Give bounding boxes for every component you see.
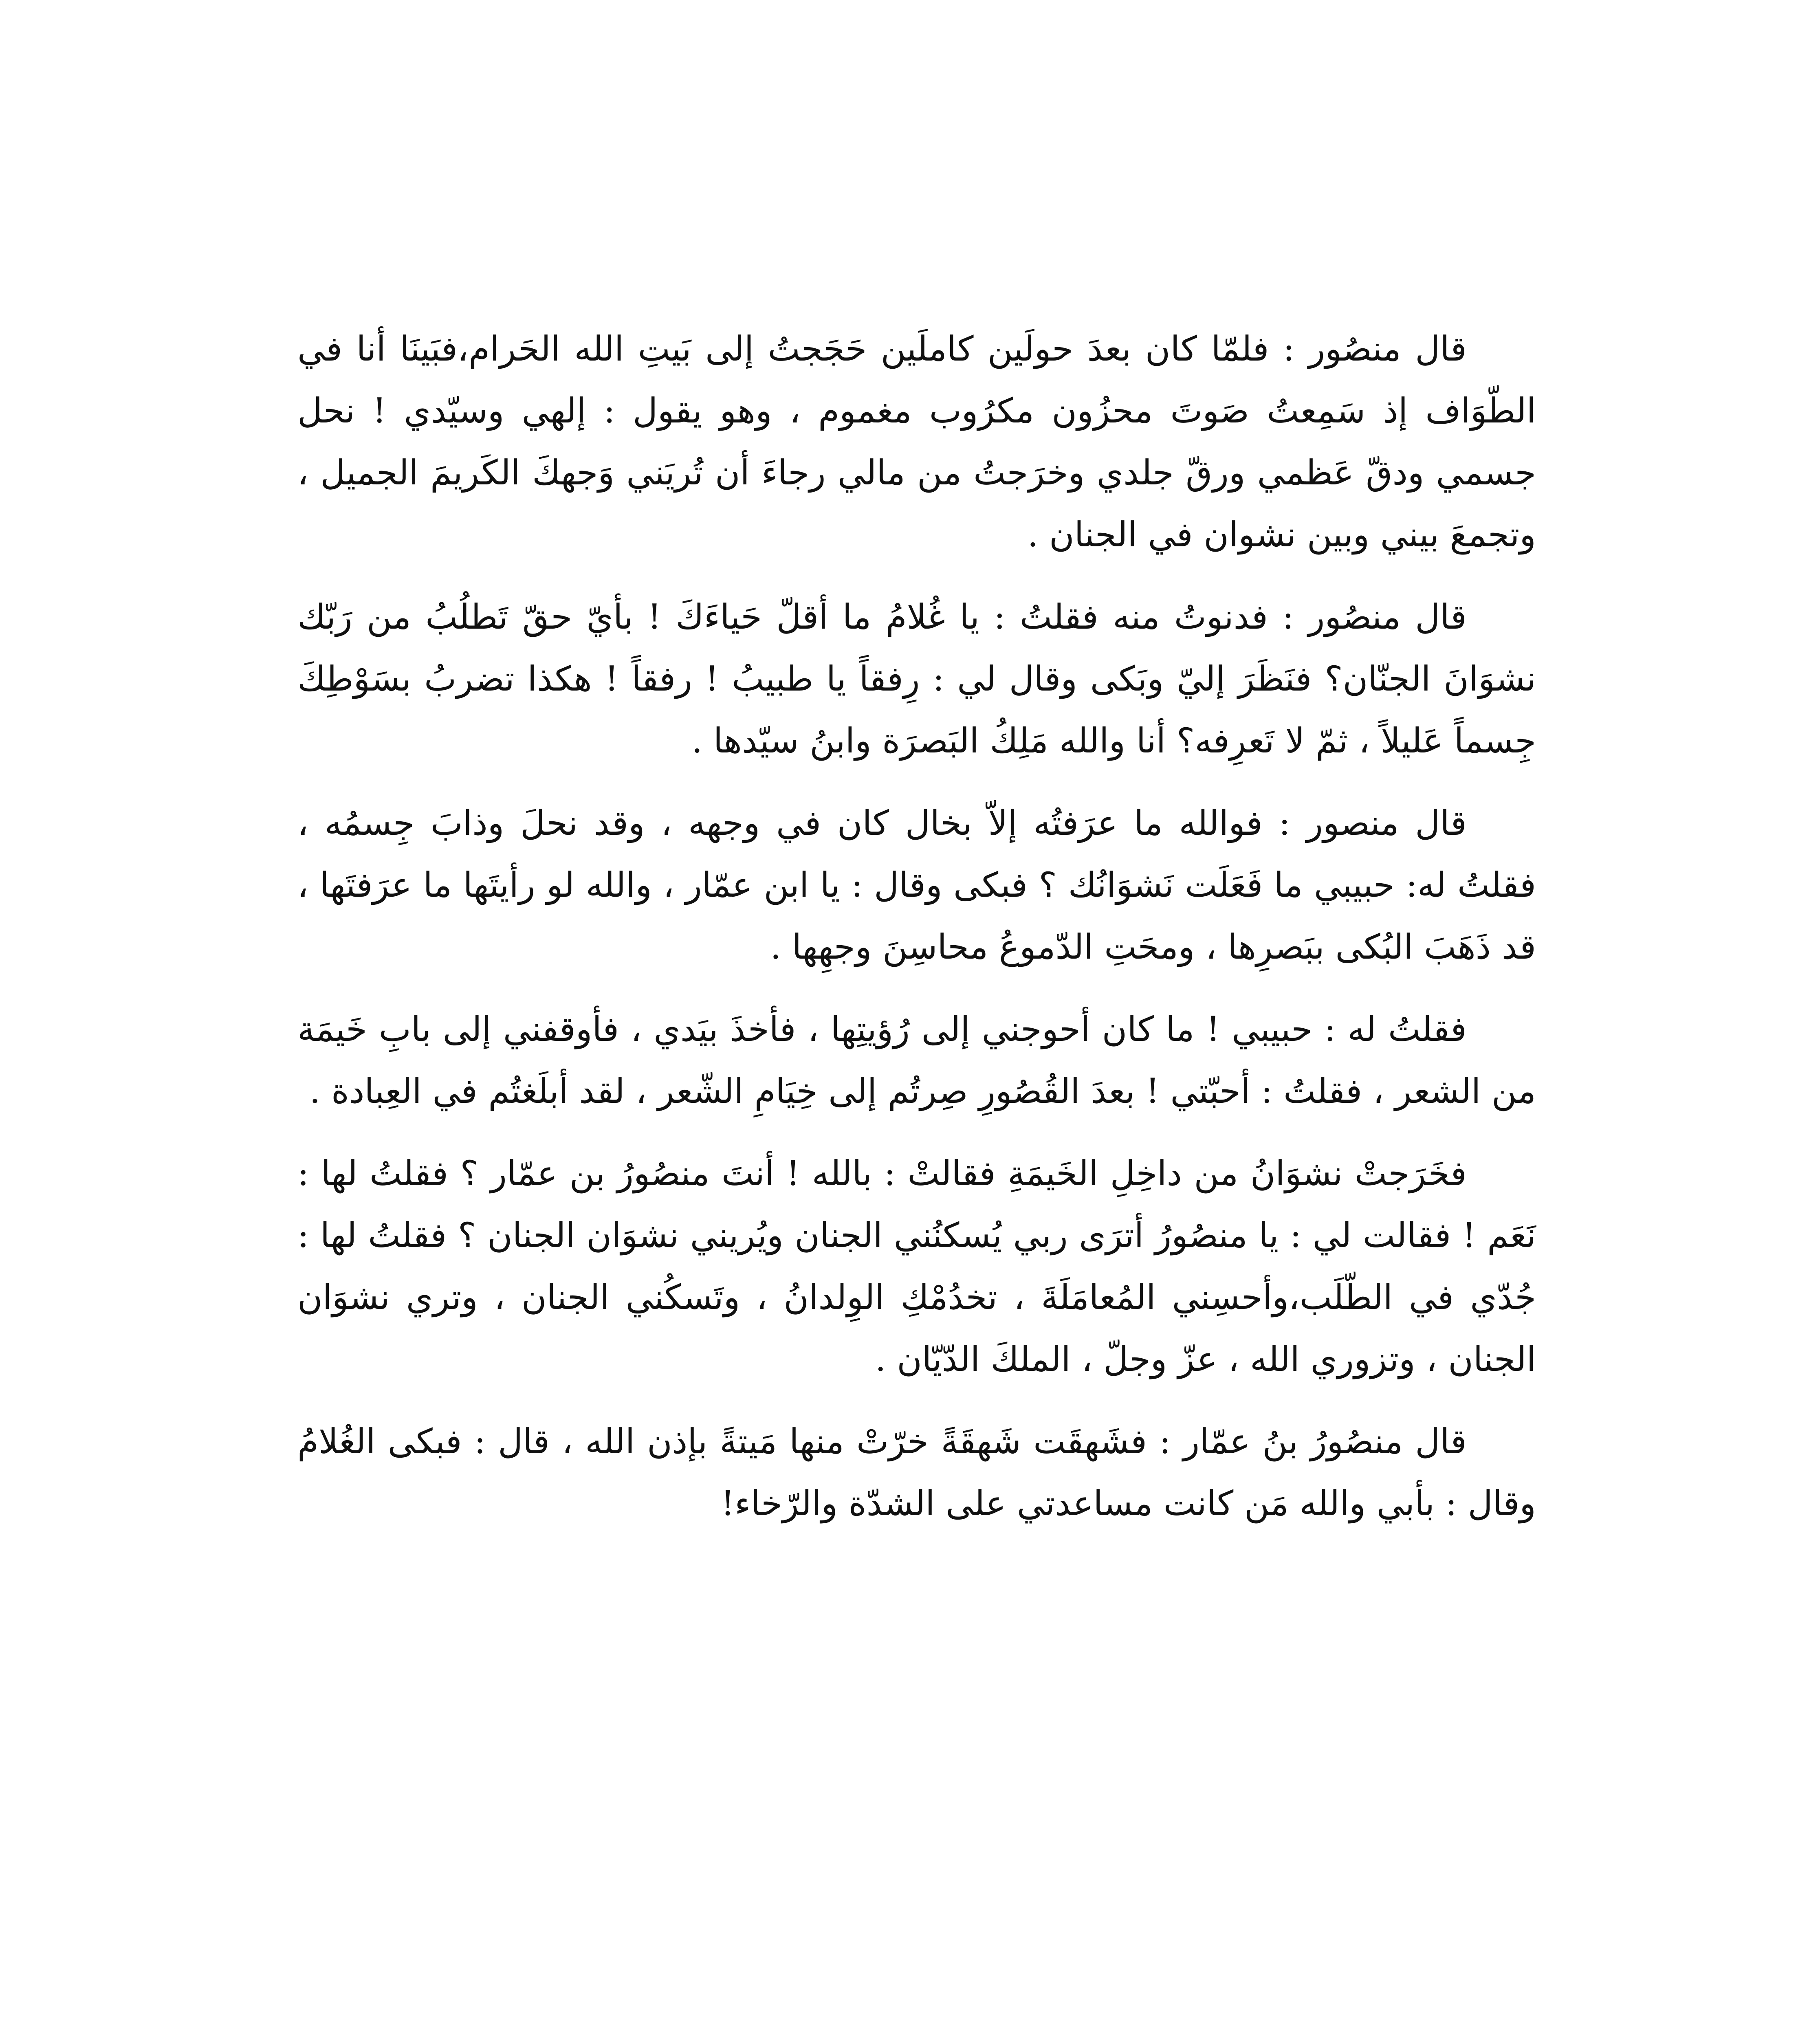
paragraph-4: فقلتُ له : حبيبي ! ما كان أحوجني إلى رُؤيتِها ، فأخذَ بيَدي ، فأوقفني إلى بابِ خَيمَة من الشعر ، فقلتُ : أحبّتي ! بعدَ القُصُورِ صِرتُم إلى خِيَامِ الشّعر ، لقد أبلَغتُم في العِبادة .	[297, 1009, 1536, 1111]
paragraph-6: قال منصُورُ بنُ عمّار : فشَهقَت شَهقَةً خرّتْ منها مَيتةً بإذن الله ، قال : فبكى الغُلامُ وقال : بأبي والله مَن كانت مساعدتي على الشدّة والرّخاء!	[297, 1421, 1536, 1523]
paragraph-1: قال منصُور : فلمّا كان بعدَ حولَين كاملَين حَجَجتُ إلى بَيتِ الله الحَرام،فبَينَا أنا في الطّوَاف إذ سَمِعتُ صَوتَ محزُون مكرُوب مغموم ، وهو يقول : إلهي وسيّدي ! نحل جسمي ودقّ عَظمي ورقّ جلدي وخرَجتُ من مالي رجاءَ أن تُريَني وَجهكَ الكَريمَ الجميل ، وتجمعَ بيني وبين نشوان في الجنان .	[297, 329, 1536, 554]
body-text	[297, 318, 1536, 1555]
paragraph-5: فخَرَجتْ نشوَانُ من داخِلِ الخَيمَةِ فقالتْ : بالله ! أنتَ منصُورُ بن عمّار ؟ فقلتُ لها : نَعَم ! فقالت لي : يا منصُورُ أترَى ربي يُسكنُني الجنان ويُريني نشوَان الجنان ؟ فقلتُ لها : جُدّي في الطّلَب،وأحسِني المُعامَلَةَ ، تخدُمْكِ الوِلدانُ ، وتَسكُني الجنان ، وتري نشوَان الجنان ، وتزوري الله ، عزّ وجلّ ، الملكَ الدّيّان .	[297, 1153, 1536, 1379]
paragraph-2: قال منصُور : فدنوتُ منه فقلتُ : يا غُلامُ ما أقلّ حَياءَكَ ! بأيّ حقّ تَطلُبُ من رَبّك نشوَانَ الجنّان؟ فنَظَرَ إليّ وبَكى وقال لي : رِفقاً يا طبيبُ ! رفقاً ! هكذا تضربُ بسَوْطِكَ جِسماً عَليلاً ، ثمّ لا تَعرِفه؟ أنا والله مَلِكُ البَصرَة وابنُ سيّدها .	[297, 597, 1536, 761]
paragraph-3: قال منصور : فوالله ما عرَفتُه إلاّ بخال كان في وجهه ، وقد نحلَ وذابَ جِسمُه ، فقلتُ له: حبيبي ما فَعَلَت نَشوَانُك ؟ فبكى وقال : يا ابن عمّار ، والله لو رأيتَها ما عرَفتَها ، قد ذَهَبَ البُكى ببَصرِها ، ومحَتِ الدّموعُ محاسِنَ وجهِها .	[297, 803, 1536, 967]
